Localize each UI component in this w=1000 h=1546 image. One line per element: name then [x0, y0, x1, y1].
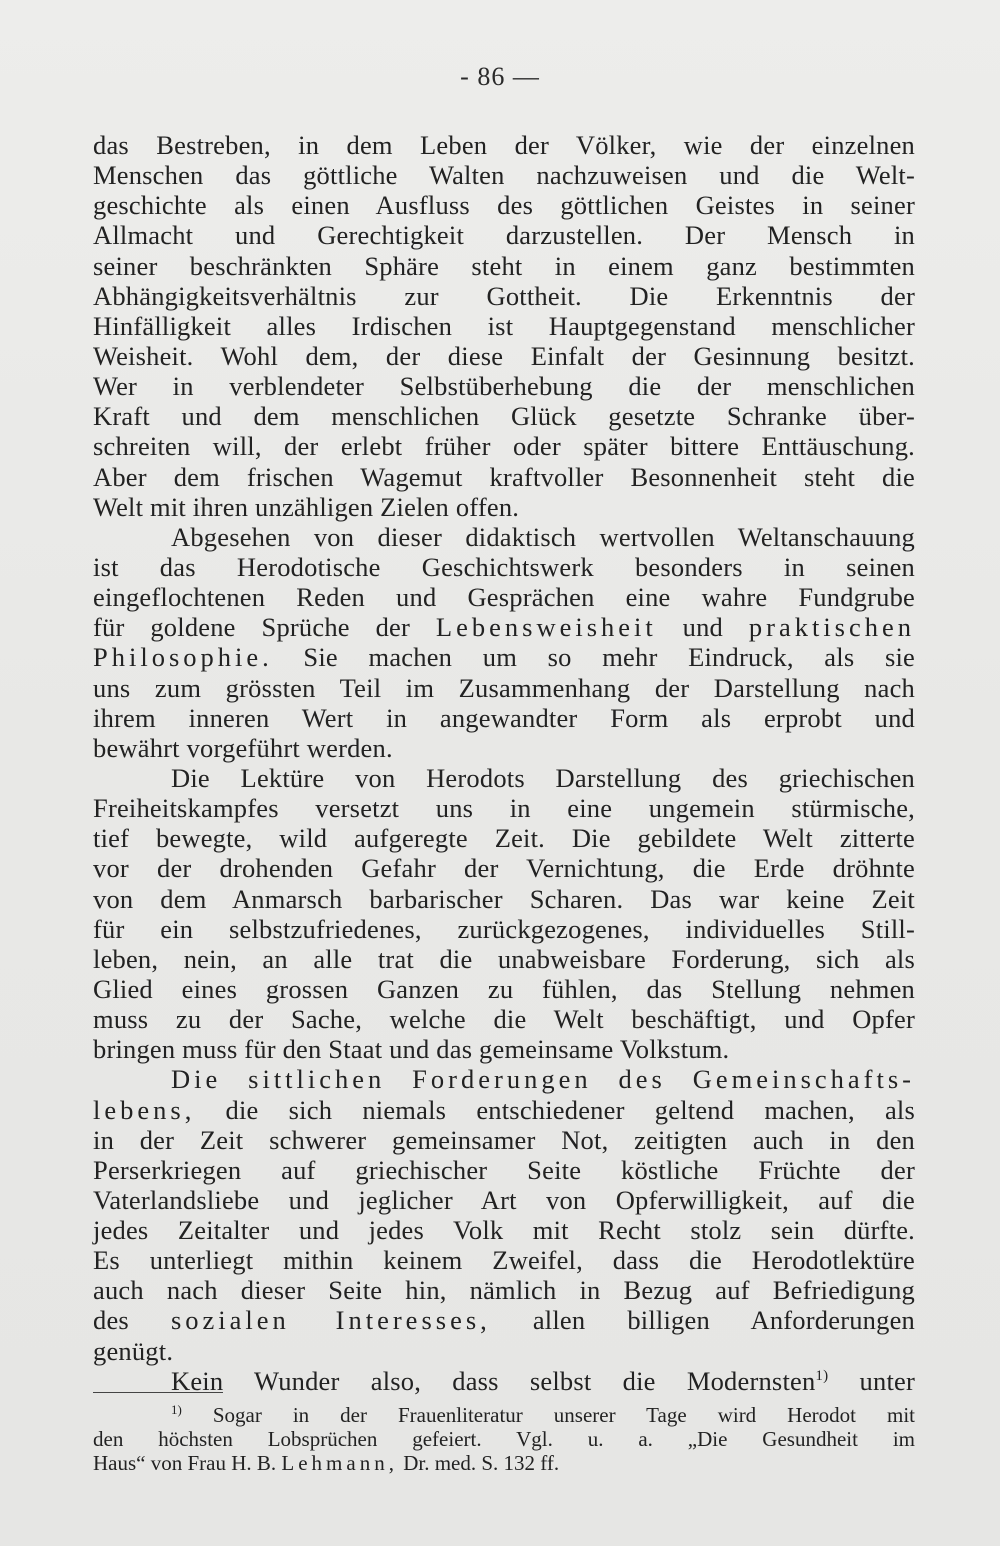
- text-line: Es unterliegt mithin keinem Zweifel, dass die Herodotlektüre: [93, 1245, 915, 1276]
- text-segment: und: [682, 612, 723, 643]
- text-line: Wer in verblendeter Selbstüberhebung die der menschlichen: [93, 371, 915, 402]
- text-segment: unter: [859, 1365, 915, 1396]
- text-line: [93, 642, 915, 672]
- text-line: uns zum grössten Teil im Zusammenhang der Darstellung nach: [93, 672, 915, 703]
- text-line: Glied eines grossen Ganzen zu fühlen, das Stellung nehmen: [93, 973, 915, 1004]
- text-line: Freiheitskampfes versetzt uns in eine ungemein stürmische,: [93, 793, 915, 824]
- text-line: [93, 612, 915, 642]
- footnote-marker: 1): [171, 1402, 182, 1417]
- text-line: das Bestreben, in dem Leben der Völker, wie der einzelnen: [93, 130, 915, 160]
- text-line: von dem Anmarsch barbarischer Scharen. Das war keine Zeit: [93, 883, 915, 914]
- footnote: [93, 1403, 915, 1475]
- footnote-line: [93, 1451, 915, 1475]
- text-line: leben, nein, an alle trat die unabweisbare Forderung, sich als: [93, 943, 915, 974]
- text-line: für ein selbstzufriedenes, zurückgezogenes, individuelles Still-: [93, 913, 915, 944]
- footnote-text: Haus“ von Frau H. B.: [93, 1451, 277, 1475]
- text-line: Welt mit ihren unzähligen Zielen offen.: [93, 491, 520, 522]
- text-line: Perserkriegen auf griechischer Seite köstliche Früchte der: [93, 1154, 915, 1185]
- footnote-line: [93, 1403, 915, 1427]
- text-line: tief bewegte, wild aufgeregte Zeit. Die gebildete Welt zitterte: [93, 823, 915, 854]
- text-line: in der Zeit schwerer gemeinsamer Not, zeitigten auch in den: [93, 1124, 915, 1155]
- text-line: Kraft und dem menschlichen Glück gesetzte Schranke über-: [93, 401, 915, 432]
- text-line: ihrem inneren Wert in angewandter Form als erprobt und: [93, 702, 915, 733]
- text-line: Hinfälligkeit alles Irdischen ist Hauptgegenstand menschlicher: [93, 310, 915, 341]
- text-line: eingeflochtenen Reden und Gesprächen eine wahre Fundgrube: [93, 582, 915, 613]
- footnote-reference[interactable]: 1): [815, 1367, 829, 1384]
- text-line: jedes Zeitalter und jedes Volk mit Recht stolz sein dürfte.: [93, 1215, 915, 1246]
- text-segment: Kein Wunder also, dass selbst die Modernsten: [171, 1365, 816, 1396]
- footnote-divider: [93, 1392, 223, 1393]
- emphasized-term: sozialen Interesses,: [170, 1305, 491, 1336]
- body-text: [93, 130, 915, 1396]
- text-line: Aber dem frischen Wagemut kraftvoller Besonnenheit steht die: [93, 461, 915, 492]
- text-line: Vaterlandsliebe und jeglicher Art von Opferwilligkeit, auf die: [93, 1184, 915, 1215]
- text-segment: die sich niemals entschiedener geltend machen, als: [225, 1094, 915, 1125]
- text-line: genügt.: [93, 1335, 174, 1366]
- text-line: seiner beschränkten Sphäre steht in einem ganz bestimmten: [93, 250, 915, 281]
- emphasized-term: Lebensweisheit: [435, 612, 657, 643]
- text-line: bringen muss für den Staat und das gemeinsame Volkstum.: [93, 1034, 730, 1065]
- text-line: Die Lektüre von Herodots Darstellung des griechischen: [171, 762, 915, 793]
- text-segment: allen billigen Anforderungen: [532, 1305, 915, 1336]
- footnote-line: den höchsten Lobsprüchen gefeiert. Vgl. u. a. „Die Gesundheit im: [93, 1427, 915, 1451]
- text-line: Allmacht und Gerechtigkeit darzustellen. Der Mensch in: [93, 220, 915, 251]
- emphasized-term: Die sittlichen Forderungen des Gemeinschafts-: [171, 1064, 915, 1095]
- text-line: [93, 1095, 915, 1125]
- text-line: [93, 1305, 915, 1335]
- text-line: ist das Herodotische Geschichtswerk besonders in seinen: [93, 551, 915, 582]
- text-line: vor der drohenden Gefahr der Vernichtung, die Erde dröhnte: [93, 853, 915, 884]
- page-number: - 86 —: [460, 62, 540, 91]
- text-segment: für goldene Sprüche der: [93, 612, 411, 643]
- emphasized-term: praktischen: [748, 612, 916, 643]
- text-segment: des: [93, 1305, 129, 1336]
- footnote-text: Dr. med. S. 132 ff.: [403, 1451, 560, 1475]
- text-line: [93, 1064, 915, 1094]
- text-line: Weisheit. Wohl dem, der diese Einfalt der Gesinnung besitzt.: [93, 340, 915, 371]
- text-line: geschichte als einen Ausfluss des göttlichen Geistes in seiner: [93, 190, 915, 221]
- text-line: muss zu der Sache, welche die Welt beschäftigt, und Opfer: [93, 1004, 915, 1035]
- text-line: Abhängigkeitsverhältnis zur Gottheit. Die Erkenntnis der: [93, 280, 915, 311]
- text-line: auch nach dieser Seite hin, nämlich in Bezug auf Befriedigung: [93, 1275, 915, 1306]
- emphasized-term: Philosophie.: [93, 642, 273, 673]
- emphasized-term: lebens,: [93, 1094, 196, 1125]
- text-line: Abgesehen von dieser didaktisch wertvollen Weltanschauung: [171, 521, 915, 552]
- emphasized-term: Lehmann,: [281, 1451, 398, 1475]
- text-line: schreiten will, der erlebt früher oder später bittere Enttäuschung.: [93, 431, 915, 462]
- footnote-text: Sogar in der Frauenliteratur unserer Tage wird Herodot mit: [212, 1403, 915, 1427]
- text-line: bewährt vorgeführt werden.: [93, 732, 393, 763]
- text-line: Menschen das göttliche Walten nachzuweisen und die Welt-: [93, 160, 915, 191]
- text-segment: Sie machen um so mehr Eindruck, als sie: [303, 642, 916, 673]
